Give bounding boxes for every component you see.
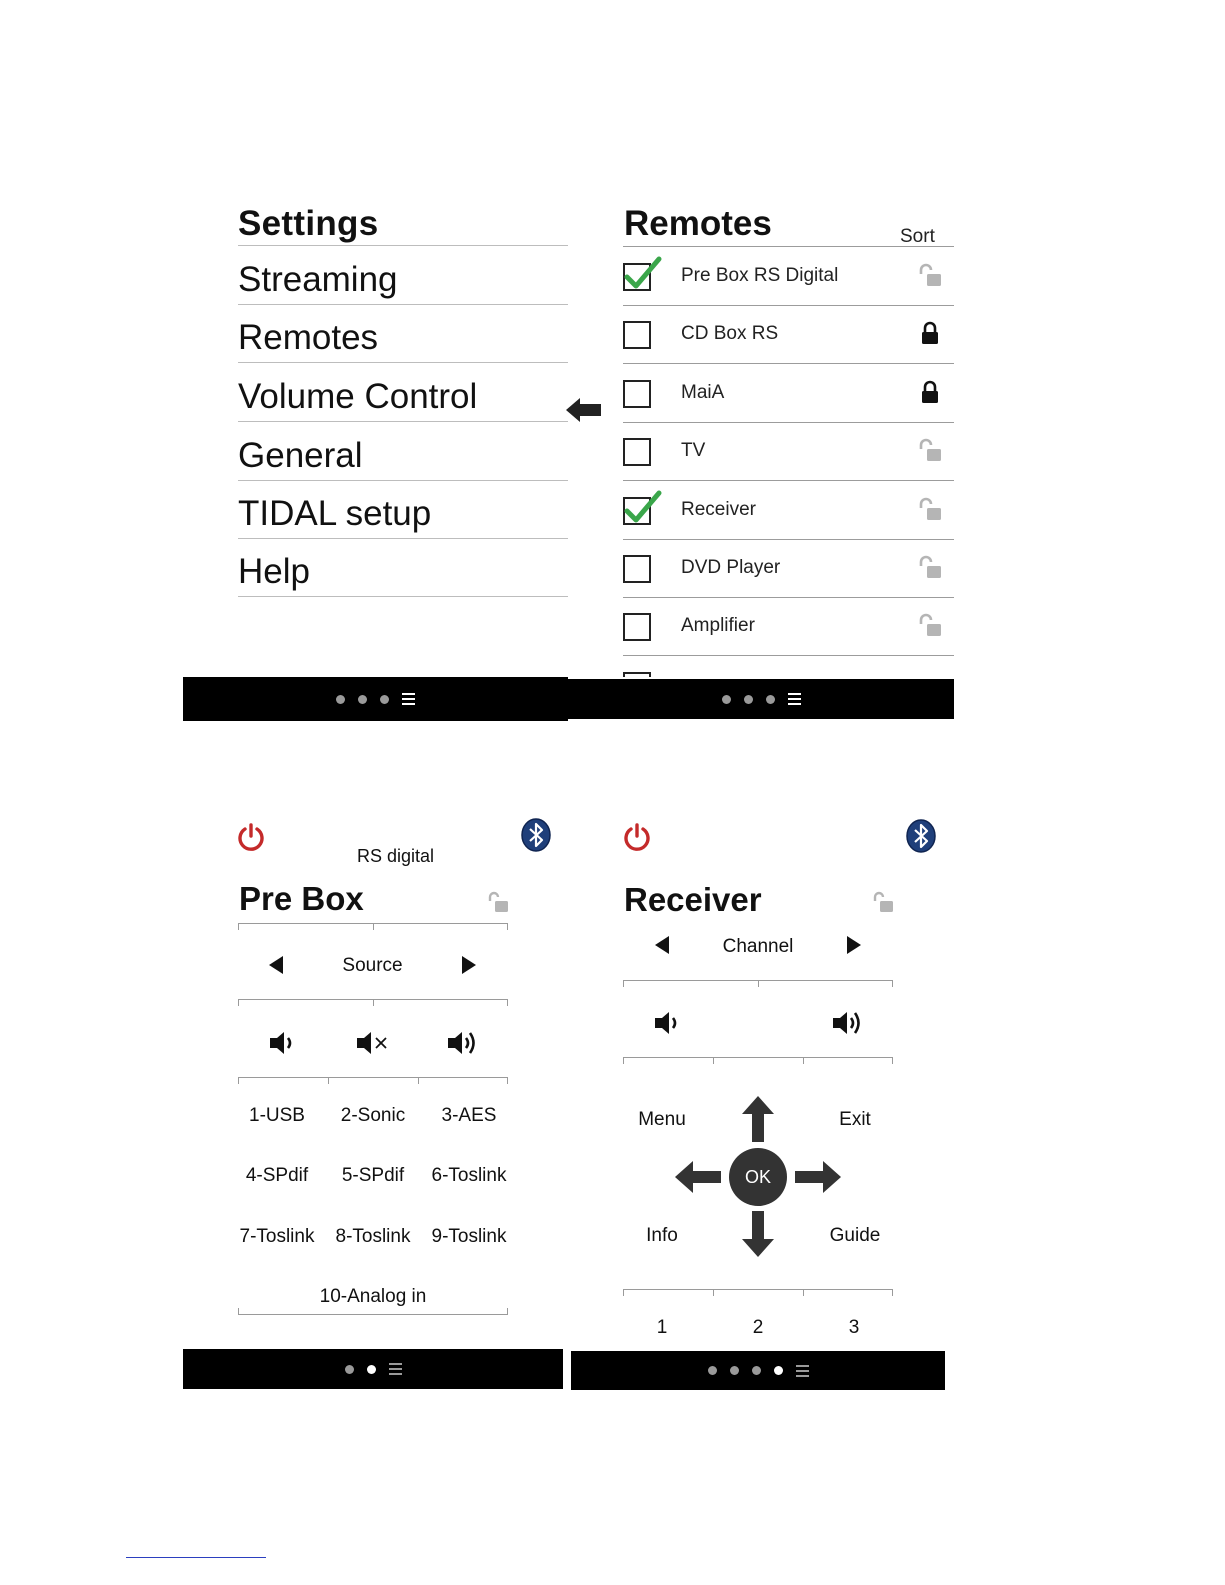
remote-label: Receiver: [681, 498, 756, 520]
device-title: Receiver: [624, 881, 762, 918]
remote-checkbox[interactable]: [623, 438, 651, 466]
divider: [238, 1308, 508, 1315]
arrow-left-button[interactable]: [675, 1161, 721, 1193]
remote-checkbox[interactable]: [623, 380, 651, 408]
arrow-right-button[interactable]: [795, 1161, 841, 1193]
info-button[interactable]: Info: [646, 1225, 678, 1246]
lock-open-icon[interactable]: [919, 613, 941, 639]
arrow-up-button[interactable]: [742, 1096, 774, 1142]
page-dot[interactable]: [744, 695, 753, 704]
input-button[interactable]: 8-Toslink: [335, 1226, 411, 1247]
bluetooth-icon[interactable]: [521, 818, 551, 852]
footnote-rule: [126, 1557, 266, 1558]
page-dot[interactable]: [345, 1365, 354, 1374]
remote-list-item[interactable]: [623, 482, 954, 540]
power-icon[interactable]: [622, 822, 652, 852]
lock-open-icon[interactable]: [872, 891, 894, 913]
page-dot-active[interactable]: [367, 1365, 376, 1374]
lock-closed-icon[interactable]: [919, 321, 941, 347]
checkmark-icon: [623, 255, 663, 295]
arrow-down-button[interactable]: [742, 1211, 774, 1257]
settings-item-remotes[interactable]: Remotes: [238, 305, 568, 363]
guide-button[interactable]: Guide: [829, 1225, 881, 1246]
channel-prev-button[interactable]: [655, 936, 669, 954]
page-dot[interactable]: [752, 1366, 761, 1375]
remote-label: MaiA: [681, 381, 725, 403]
menu-icon[interactable]: [796, 1365, 809, 1377]
lock-open-icon[interactable]: [919, 438, 941, 464]
settings-nav-bar: [183, 677, 568, 721]
input-button[interactable]: 9-Toslink: [431, 1226, 507, 1247]
remote-list-item[interactable]: [623, 365, 954, 423]
device-subtitle: RS digital: [357, 846, 435, 866]
number-button[interactable]: 3: [848, 1317, 860, 1338]
arrow-left-icon: [566, 396, 602, 424]
remote-checkbox[interactable]: [623, 613, 651, 641]
source-prev-button[interactable]: [269, 956, 283, 974]
remote-checkbox[interactable]: [623, 321, 651, 349]
menu-icon[interactable]: [389, 1363, 402, 1375]
lock-open-icon[interactable]: [919, 555, 941, 581]
remote-label: DVD Player: [681, 557, 781, 578]
volume-down-icon[interactable]: [653, 1009, 683, 1037]
remote-list-item[interactable]: [623, 306, 954, 364]
checkmark-icon: [623, 489, 663, 529]
source-next-button[interactable]: [462, 956, 476, 974]
input-button[interactable]: 4-SPdif: [245, 1165, 309, 1186]
menu-button[interactable]: Menu: [638, 1109, 686, 1130]
ok-button[interactable]: OK: [729, 1148, 787, 1206]
page-dot[interactable]: [708, 1366, 717, 1375]
remote-checkbox[interactable]: [623, 263, 651, 291]
remote-list-item[interactable]: [623, 248, 954, 306]
volume-up-icon[interactable]: [446, 1027, 480, 1059]
remotes-divider: [623, 246, 954, 247]
remote-list-item[interactable]: [623, 598, 954, 656]
bluetooth-icon[interactable]: [906, 819, 936, 853]
lock-open-icon[interactable]: [919, 263, 941, 289]
settings-item-streaming[interactable]: Streaming: [238, 247, 568, 305]
remotes-nav-bar: [568, 679, 954, 719]
input-button[interactable]: 1-USB: [249, 1105, 305, 1126]
remote-label: Pre Box RS Digital: [681, 265, 839, 286]
number-button[interactable]: 2: [752, 1317, 764, 1338]
page-dot[interactable]: [358, 695, 367, 704]
divider: [238, 999, 508, 1006]
divider: [623, 1289, 893, 1296]
input-button[interactable]: 2-Sonic: [340, 1105, 406, 1126]
exit-button[interactable]: Exit: [839, 1109, 871, 1130]
volume-down-icon[interactable]: [268, 1029, 298, 1057]
lock-open-icon[interactable]: [487, 891, 509, 913]
remote-label: TV: [681, 440, 706, 462]
lock-open-icon[interactable]: [919, 497, 941, 523]
remote-list-item[interactable]: [623, 540, 954, 598]
divider: [238, 1077, 508, 1084]
sort-button[interactable]: Sort: [900, 226, 935, 247]
number-button[interactable]: 1: [656, 1317, 668, 1338]
volume-up-icon[interactable]: [831, 1007, 865, 1039]
page-dot[interactable]: [722, 695, 731, 704]
divider: [623, 1057, 893, 1064]
menu-icon[interactable]: [402, 693, 415, 705]
lock-closed-icon[interactable]: [919, 380, 941, 406]
remote-label: Amplifier: [681, 615, 755, 637]
remote-checkbox: [623, 672, 651, 677]
device-title: Pre Box: [239, 880, 364, 917]
menu-icon[interactable]: [788, 693, 801, 705]
settings-item-volume-control[interactable]: Volume Control: [238, 364, 568, 422]
divider: [238, 923, 508, 930]
settings-title: Settings: [238, 204, 379, 243]
settings-item-tidal-setup[interactable]: TIDAL setup: [238, 481, 568, 539]
input-button[interactable]: 6-Toslink: [431, 1165, 507, 1186]
remote-checkbox[interactable]: [623, 555, 651, 583]
receiver-nav-bar: [571, 1351, 945, 1390]
remote-checkbox[interactable]: [623, 497, 651, 525]
divider: [623, 980, 893, 987]
channel-next-button[interactable]: [847, 936, 861, 954]
page-dot[interactable]: [730, 1366, 739, 1375]
power-icon[interactable]: [236, 822, 266, 852]
channel-label: Channel: [722, 936, 794, 957]
remote-list-item[interactable]: [623, 423, 954, 481]
input-button[interactable]: 7-Toslink: [239, 1226, 315, 1247]
input-button-analog[interactable]: 10-Analog in: [319, 1286, 427, 1307]
page-dot[interactable]: [380, 695, 389, 704]
page-dot-active[interactable]: [774, 1366, 783, 1375]
remote-label: CD Box RS: [681, 323, 779, 345]
source-label: Source: [342, 955, 403, 976]
settings-item-general[interactable]: General: [238, 423, 568, 481]
settings-divider: [238, 245, 568, 246]
mute-icon[interactable]: [355, 1029, 389, 1057]
settings-item-help[interactable]: Help: [238, 539, 568, 597]
remotes-title: Remotes: [624, 204, 772, 243]
page-dot[interactable]: [336, 695, 345, 704]
remote-list-item-partial: [623, 657, 954, 677]
prebox-nav-bar: [183, 1349, 563, 1389]
input-button[interactable]: 3-AES: [441, 1105, 497, 1126]
page-dot[interactable]: [766, 695, 775, 704]
input-button[interactable]: 5-SPdif: [341, 1165, 405, 1186]
